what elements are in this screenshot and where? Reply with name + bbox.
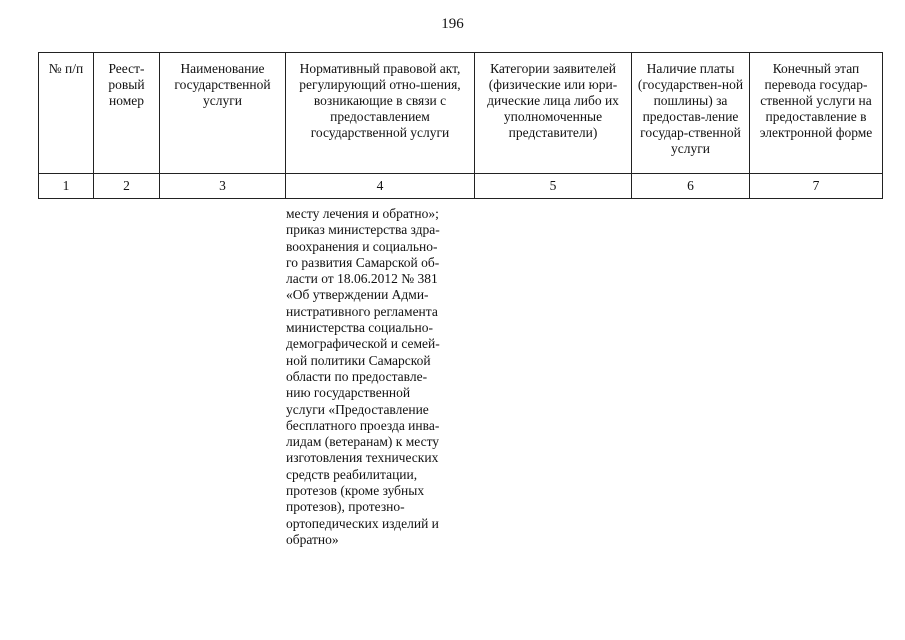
continuation-line: месту лечения и обратно»; — [286, 206, 439, 221]
header-service-name: Наименование государственной услуги — [160, 53, 286, 174]
continuation-line: бесплатного проезда инва- — [286, 417, 440, 433]
header-registry-number: Реест-ровый номер — [94, 53, 160, 174]
table-header-row — [39, 53, 883, 174]
page-number: 196 — [441, 16, 464, 32]
column-number: 6 — [632, 174, 750, 199]
continuation-line: лидам (ветеранам) к месту — [286, 434, 440, 450]
header-fee: Наличие платы (государствен-ной пошлины) за предостав-ление государ-ственной услуги — [632, 53, 750, 174]
legal-act-continuation — [286, 206, 472, 548]
header-electronic-stage: Конечный этап перевода государ-ственной услуги на предоставление в электронной форме — [750, 53, 883, 174]
header-applicant-categories: Категории заявителей (физические или юри-дические лица либо их уполномоченные представители) — [475, 53, 632, 174]
column-number: 3 — [160, 174, 286, 199]
continuation-line: обратно» — [286, 531, 339, 547]
continuation-line: ной политики Самарской — [286, 352, 431, 368]
header-legal-act: Нормативный правовой акт, регулирующий отно-шения, возникающие в связи с предоставлением государственной услуги — [286, 53, 475, 174]
continuation-line: го развития Самарской об- — [286, 254, 440, 270]
column-number: 4 — [286, 174, 475, 199]
column-number-row — [39, 174, 883, 199]
registry-table — [38, 52, 883, 199]
continuation-line: «Об утверждении Адми- — [286, 287, 429, 303]
column-number: 2 — [94, 174, 160, 199]
continuation-line: области по предоставле- — [286, 368, 428, 384]
continuation-line: министерства социально- — [286, 320, 433, 336]
header-index: № п/п — [39, 53, 94, 174]
continuation-line: демографической и семей- — [286, 336, 440, 352]
column-number: 5 — [475, 174, 632, 199]
continuation-line: ортопедических изделий и — [286, 515, 439, 531]
continuation-line: нию государственной — [286, 385, 411, 401]
continuation-line: протезов), протезно- — [286, 499, 405, 515]
continuation-line: нистративного регламента — [286, 303, 438, 319]
column-number: 1 — [39, 174, 94, 199]
column-number: 7 — [750, 174, 883, 199]
continuation-line: ласти от 18.06.2012 № 381 — [286, 271, 438, 287]
continuation-line: протезов (кроме зубных — [286, 483, 425, 499]
continuation-line: воохранения и социально- — [286, 238, 438, 254]
continuation-line: приказ министерства здра- — [286, 222, 440, 238]
continuation-line: средств реабилитации, — [286, 466, 418, 482]
continuation-line: услуги «Предоставление — [286, 401, 429, 417]
continuation-line: изготовления технических — [286, 450, 439, 466]
